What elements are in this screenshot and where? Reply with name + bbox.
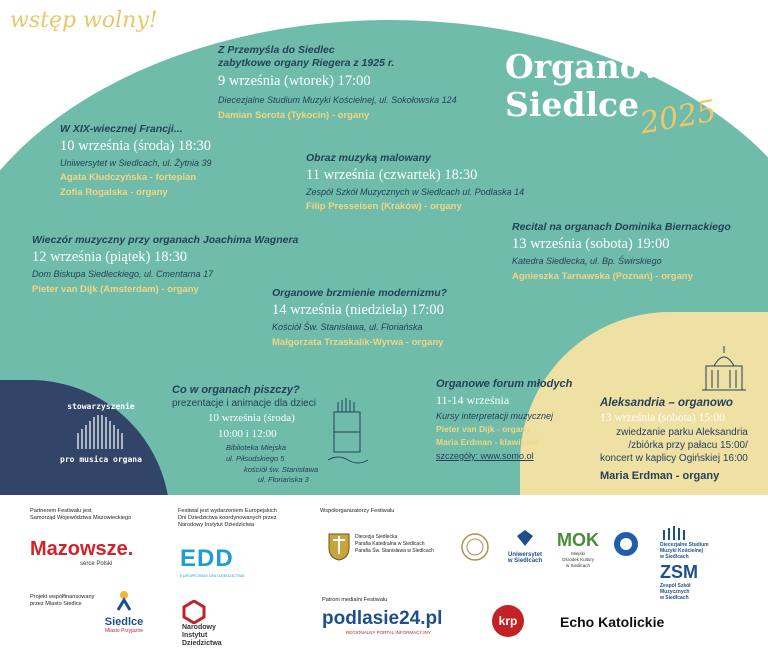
edd-text-line: Festiwal jest wydarzeniem Europejskich bbox=[178, 508, 277, 514]
edd-subtext: EUROPEJSKIE DNI DZIEDZICTWA bbox=[180, 573, 245, 578]
event-date: 12 września (piątek) 18:30 bbox=[32, 249, 188, 265]
event-heading: Wieczór muzyczny przy organach Joachima Wagnera bbox=[32, 234, 299, 246]
nid-emblem-icon bbox=[182, 600, 206, 624]
palace-icon bbox=[700, 344, 748, 392]
pro-musica-organa-logo bbox=[36, 402, 166, 482]
coat-of-arms-icon bbox=[325, 530, 353, 562]
zsm-text-3: w Siedlcach bbox=[660, 595, 689, 601]
cofund-line: przez Miasto Siedlce bbox=[30, 601, 82, 607]
event-detail: zwiedzanie parku Aleksandria bbox=[616, 427, 748, 438]
event-date: 13 września (sobota) 19:00 bbox=[512, 236, 670, 252]
event-children bbox=[172, 383, 318, 485]
festival-year: 2025 bbox=[637, 93, 719, 142]
nid-text-1: Narodowy bbox=[182, 624, 216, 631]
siedlce-logo-text: Siedlce bbox=[104, 616, 144, 628]
event-heading: Recital na organach Dominika Biernackiego bbox=[512, 221, 731, 233]
association-subname: pro musica organa bbox=[60, 455, 142, 464]
event-subheading: prezentacje i animacje dla dzieci bbox=[172, 398, 316, 409]
organ-illustration-icon bbox=[326, 398, 370, 468]
title-line-1: Organowe bbox=[505, 47, 691, 86]
edd-logo[interactable] bbox=[180, 545, 244, 578]
free-entry-label: wstęp wolny! bbox=[10, 8, 158, 33]
siedlce-logo[interactable] bbox=[96, 590, 152, 634]
event-performer: Maria Erdman - klawikord bbox=[436, 437, 539, 447]
event-heading: Aleksandria – organowo bbox=[600, 397, 733, 409]
partner-text-line: Samorząd Województwa Mazowieckiego bbox=[30, 515, 132, 521]
event-date: 14 września (niedziela) 17:00 bbox=[272, 302, 444, 318]
diocese-line: Parafia Katedralna w Siedlcach bbox=[355, 541, 425, 547]
event-date: 9 września (wtorek) 17:00 bbox=[218, 73, 371, 89]
mazowsze-subtext: serce Polski bbox=[80, 561, 113, 567]
event-location: Katedra Siedlecka, ul. Bp. Świrskiego bbox=[512, 256, 662, 266]
event-location: Biblioteka Miejska bbox=[226, 443, 287, 452]
mok-subtext-2: Ośrodek Kultury bbox=[561, 557, 595, 562]
krp-logo[interactable] bbox=[492, 605, 524, 637]
podlasie24-subtext: REGIONALNY PORTAL INFORMACYJNY bbox=[346, 630, 431, 635]
university-logo[interactable] bbox=[500, 528, 550, 564]
event-date: 13 września (sobota) 15:00 bbox=[600, 412, 725, 424]
event-performer: Pieter van Dijk - organy bbox=[436, 424, 531, 434]
event-performer: Maria Erdman - organy bbox=[600, 470, 720, 482]
event-performer: Agata Kłudczyńska - fortepian bbox=[60, 172, 197, 183]
cofund-text bbox=[30, 594, 94, 608]
mok-logo[interactable] bbox=[554, 530, 602, 569]
echo-katolickie-logo[interactable]: Echo Katolickie bbox=[560, 614, 665, 630]
association-name: stowarzyszenie bbox=[67, 402, 135, 411]
event-location: ul. Floriańska 3 bbox=[258, 475, 309, 484]
zsm-logo-mark: ZSM bbox=[660, 562, 698, 582]
event-heading: Organowe brzmienie modernizmu? bbox=[272, 287, 448, 299]
edd-text bbox=[178, 508, 277, 529]
event-sept-9 bbox=[218, 44, 457, 124]
event-date: 10 września (środa) bbox=[208, 412, 295, 424]
event-performer: Małgorzata Trzaskalik-Wyrwa - organy bbox=[272, 337, 444, 348]
event-sept-10 bbox=[60, 122, 212, 200]
nid-text-2: Instytut bbox=[182, 632, 208, 639]
dsmk-text-3: w Siedlcach bbox=[660, 554, 689, 560]
zsm-text-1: Zespół Szkół bbox=[660, 583, 691, 589]
nid-logo[interactable] bbox=[182, 600, 222, 648]
diocese-logo[interactable] bbox=[325, 530, 353, 566]
coorganizers-title: Współorganizatorzy Festiwalu bbox=[320, 508, 395, 514]
event-heading: Organowe forum młodych bbox=[436, 378, 573, 390]
event-detail: koncert w kaplicy Ogińskiej 16:00 bbox=[600, 453, 748, 464]
event-sept-13-recital bbox=[512, 220, 731, 286]
dsmk-text-1: Diecezjalne Studium bbox=[660, 542, 709, 548]
podlasie24-logo-text: podlasie24.pl bbox=[322, 608, 443, 629]
event-sept-14 bbox=[272, 286, 447, 352]
siedlce-subtext: Miasto Przyjazne bbox=[104, 628, 144, 634]
mok-subtext-3: w Siedlcach bbox=[565, 563, 590, 568]
event-sept-12 bbox=[32, 233, 298, 299]
event-location: ul. Piłsudskiego 5 bbox=[226, 454, 285, 463]
event-heading: Z Przemyśla do Siedlec bbox=[218, 44, 335, 56]
event-heading: Obraz muzyką malowany bbox=[306, 152, 431, 164]
cofund-line: Projekt współfinansowany bbox=[30, 594, 95, 600]
event-location: Diecezjalne Studium Muzyki Kościelnej, ul. Sokołowska 124 bbox=[218, 95, 457, 105]
title-line-2: Siedlce bbox=[505, 85, 640, 124]
round-emblem-icon[interactable] bbox=[612, 530, 640, 558]
podlasie24-logo[interactable] bbox=[322, 608, 442, 635]
event-time: 10:00 i 12:00 bbox=[218, 428, 277, 440]
university-city: w Siedlcach bbox=[507, 558, 543, 564]
diocese-line: Diecezja Siedlecka bbox=[355, 534, 398, 540]
edd-text-line: Dni Dziedzictwa koordynowanych przez bbox=[178, 515, 277, 521]
event-location: Uniwersytet w Siedlcach, ul. Żytnia 39 bbox=[60, 158, 212, 168]
event-heading: Co w organach piszczy? bbox=[172, 384, 300, 396]
dsmk-text-2: Muzyki Kościelnej bbox=[660, 548, 704, 554]
event-heading: W XIX-wiecznej Francji... bbox=[60, 123, 183, 135]
event-date: 10 września (środa) 18:30 bbox=[60, 138, 211, 154]
event-performer: Pieter van Dijk (Amsterdam) - organy bbox=[32, 284, 199, 295]
edd-text-line: Narodowy Instytut Dziedzictwa bbox=[178, 522, 255, 528]
mok-subtext-1: Miejski bbox=[571, 551, 585, 556]
event-location: Kościół Św. Stanisława, ul. Floriańska bbox=[272, 322, 423, 332]
partner-text bbox=[30, 508, 131, 522]
event-date: 11 września (czwartek) 18:30 bbox=[306, 167, 478, 183]
edd-logo-text: EDD bbox=[180, 545, 234, 572]
diocese-text bbox=[355, 534, 434, 555]
organ-pipes-icon bbox=[36, 411, 166, 455]
university-emblem-icon bbox=[515, 528, 535, 548]
media-title: Patroni medialni Festiwalu bbox=[322, 597, 388, 603]
krp-logo-text: krp bbox=[498, 614, 518, 628]
nid-text-3: Dziedzictwa bbox=[182, 640, 222, 647]
event-location: Zespół Szkół Muzycznych w Siedlcach ul. Podlaska 14 bbox=[306, 187, 525, 197]
event-location: kościół św. Stanisława bbox=[244, 465, 319, 474]
seal-logo-icon[interactable] bbox=[460, 532, 490, 562]
event-aleksandria bbox=[600, 396, 748, 487]
event-sept-11 bbox=[306, 151, 524, 215]
mazowsze-logo-text: Mazowsze. bbox=[30, 538, 134, 560]
partner-text-line: Partnerem Festiwalu jest bbox=[30, 508, 92, 514]
dsmk-logo[interactable] bbox=[660, 526, 709, 560]
zsm-text-2: Muzycznych bbox=[660, 589, 690, 595]
dsmk-pipes-icon bbox=[660, 526, 688, 542]
event-detail: /zbiórka przy pałacu 15:00/ bbox=[628, 440, 748, 451]
event-date: 11-14 września bbox=[436, 393, 510, 407]
event-details-link[interactable]: szczegóły: www.somo.ol bbox=[436, 451, 534, 461]
event-performer: Zofia Rogalska - organy bbox=[60, 187, 168, 198]
event-heading-2: zabytkowe organy Riegera z 1925 r. bbox=[218, 57, 395, 69]
zsm-logo[interactable] bbox=[660, 562, 702, 601]
university-name: Uniwersytet bbox=[507, 552, 542, 558]
diocese-line: Parafia Św. Stanisława w Siedlcach bbox=[355, 548, 434, 554]
event-forum bbox=[436, 377, 572, 463]
event-performer: Agnieszka Tarnawska (Poznań) - organy bbox=[512, 271, 693, 282]
mazowsze-logo[interactable] bbox=[30, 538, 133, 567]
event-performer: Filip Presseisen (Kraków) - organy bbox=[306, 201, 462, 212]
event-location: Dom Biskupa Siedleckiego, ul. Cmentarna 17 bbox=[32, 269, 214, 279]
siedlce-figure-icon bbox=[114, 590, 134, 612]
mok-logo-text: MOK bbox=[557, 530, 599, 550]
event-performer: Damian Sorota (Tykocin) - organy bbox=[218, 110, 370, 121]
event-location: Kursy interpretacji muzycznej bbox=[436, 411, 554, 421]
